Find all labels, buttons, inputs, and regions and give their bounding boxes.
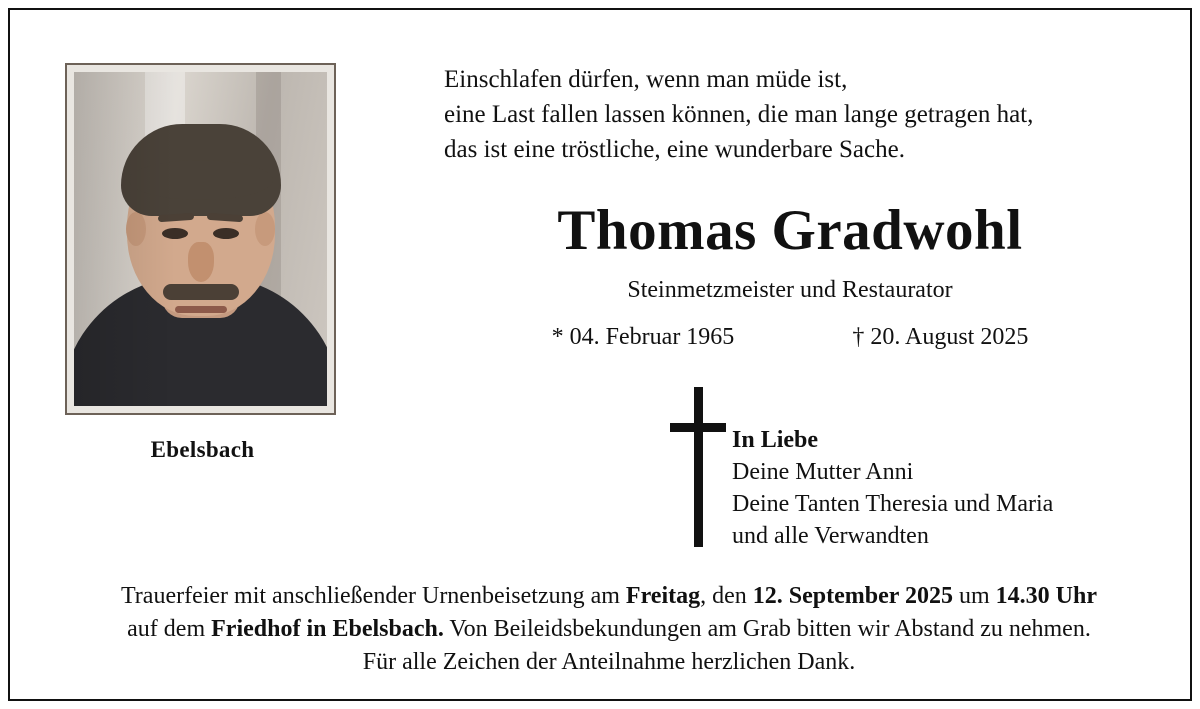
verse-line-1: Einschlafen dürfen, wenn man müde ist, (444, 66, 848, 93)
funeral-details (70, 580, 1148, 679)
deceased-profession: Steinmetzmeister und Restaurator (627, 276, 953, 303)
family-heading: In Liebe (732, 426, 819, 453)
family-mourners (732, 425, 1053, 553)
funeral-text-c: um (952, 583, 996, 609)
cross-horizontal-bar (670, 423, 726, 432)
funeral-location: Friedhof in Ebelsbach. (211, 616, 444, 643)
cross-icon (670, 387, 726, 547)
funeral-text-e: Von Beileidsbekundungen am Grab bitten wir Abstand zu nehmen. (443, 616, 1091, 643)
funeral-weekday: Freitag (625, 583, 701, 609)
obituary-content (410, 62, 1170, 547)
funeral-time: 14.30 Uhr (995, 583, 1097, 609)
family-line-2: Deine Tanten Theresia und Maria (732, 490, 1054, 517)
funeral-date: 12. September 2025 (752, 583, 953, 609)
family-line-1: Deine Mutter Anni (732, 458, 914, 485)
verse-line-2: eine Last fallen lassen können, die man lange getragen hat, (444, 101, 1034, 128)
verse-line-3: das ist eine tröstliche, eine wunderbare Sache. (444, 136, 905, 163)
cross-vertical-bar (694, 387, 703, 547)
funeral-text-d: auf dem (127, 616, 212, 643)
death-date: † 20. August 2025 (852, 323, 1029, 350)
funeral-line-1 (70, 580, 1148, 613)
life-dates (410, 324, 1170, 351)
portrait-block (65, 63, 340, 463)
funeral-line-3: Für alle Zeichen der Anteilnahme herzlichen Dank. (362, 649, 856, 676)
funeral-text-b: , den (700, 583, 753, 609)
photo-vignette (74, 72, 327, 406)
portrait-photo (74, 72, 327, 406)
deceased-name: Thomas Gradwohl (557, 199, 1023, 262)
funeral-text-a: Trauerfeier mit anschließender Urnenbeisetzung am (120, 583, 626, 609)
birth-date: * 04. Februar 1965 (551, 323, 735, 350)
funeral-line-2 (70, 613, 1148, 646)
memorial-verse (410, 62, 1170, 167)
portrait-caption: Ebelsbach (150, 437, 255, 462)
obituary-frame (8, 8, 1192, 701)
family-line-3: und alle Verwandten (732, 522, 929, 549)
portrait-frame (65, 63, 336, 415)
family-section (410, 377, 1170, 547)
